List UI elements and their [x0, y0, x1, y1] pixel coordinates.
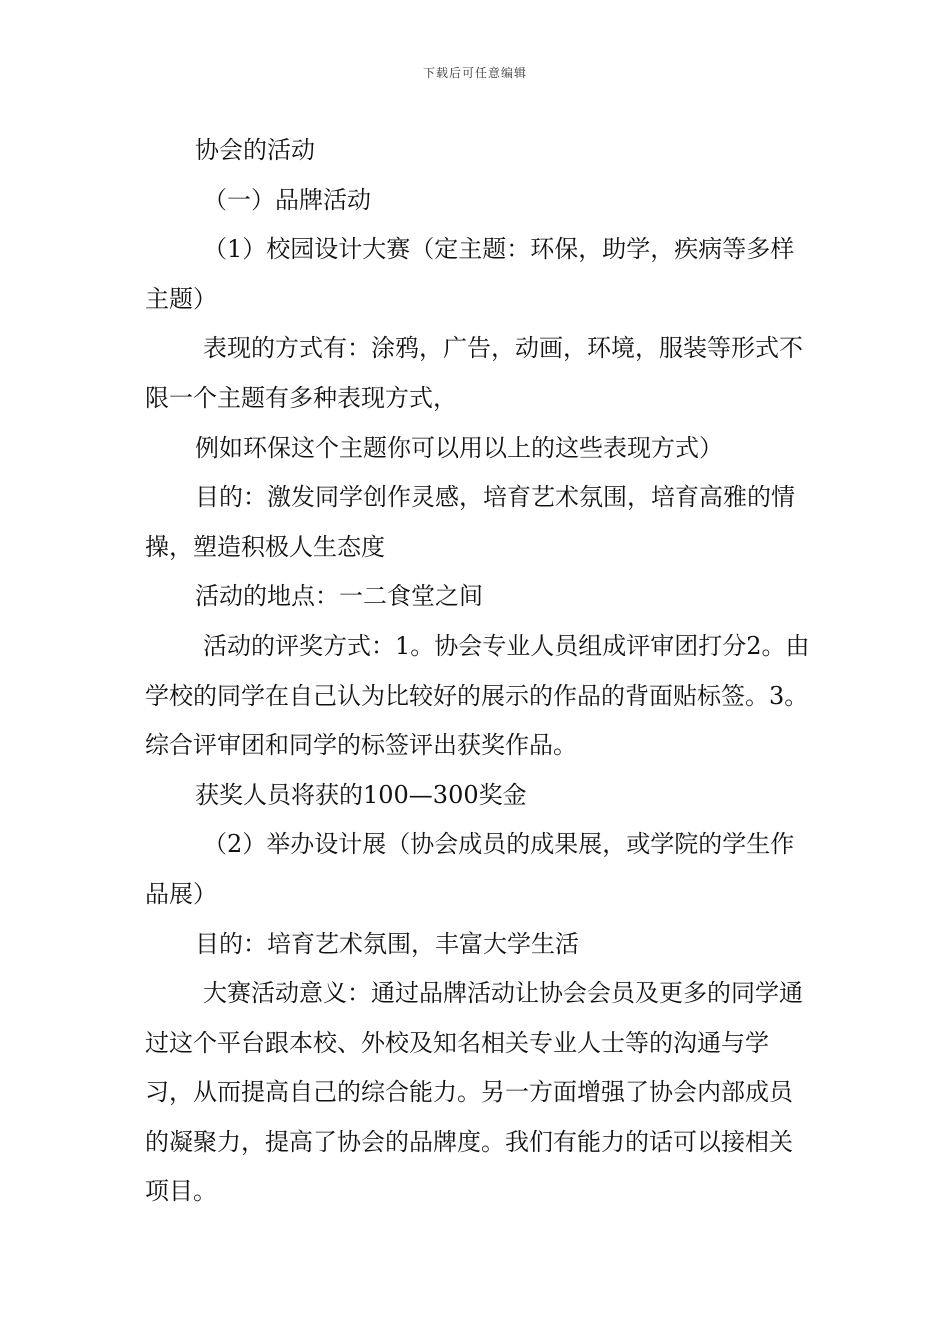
subsection-heading: （一）品牌活动	[203, 185, 371, 214]
paragraph-location: 活动的地点：一二食堂之间	[195, 582, 483, 611]
paragraph-example: 例如环保这个主题你可以用以上的这些表现方式）	[195, 433, 723, 462]
paragraph-significance: 大赛活动意义：通过品牌活动让协会会员及更多的同学通过这个平台跟本校、外校及知名相关专业人士等的沟通与学习，从而提高自己的综合能力。另一方面增强了协会内部成员的凝聚力，提高了协会的品牌度。我们有能力的话可以接相关项目。	[145, 979, 803, 1206]
page-header: 下载后可任意编辑	[422, 66, 527, 80]
paragraph-design-exhibition: （2）举办设计展（协会成员的成果展，或学院的学生作品展）	[145, 830, 795, 908]
paragraph-purpose: 目的：激发同学创作灵感，培育艺术氛围，培育高雅的情操，塑造积极人生态度	[145, 483, 795, 561]
paragraph-design-contest: （1）校园设计大赛（定主题：环保，助学，疾病等多样主题）	[145, 235, 795, 313]
paragraph-expression-forms: 表现的方式有：涂鸦，广告，动画，环境，服装等形式不限一个主题有多种表现方式，	[145, 334, 803, 412]
paragraph-judging: 活动的评奖方式：1。协会专业人员组成评审团打分2。由学校的同学在自己认为比较好的展示的作品的背面贴标签。3。综合评审团和同学的标签评出获奖作品。	[145, 631, 810, 760]
section-title: 协会的活动	[195, 136, 315, 164]
document-body	[145, 126, 810, 1217]
paragraph-prize: 获奖人员将获的100—300奖金	[195, 780, 527, 809]
paragraph-exhibition-purpose: 目的：培育艺术氛围，丰富大学生活	[195, 929, 579, 958]
